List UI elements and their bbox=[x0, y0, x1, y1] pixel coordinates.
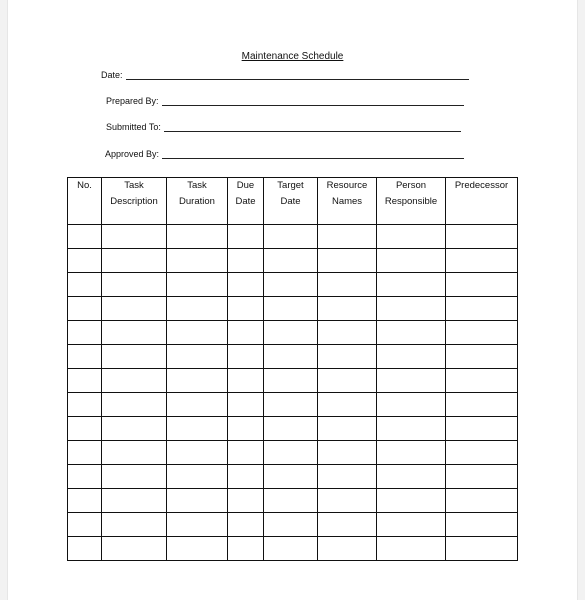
prepared-by-input-line[interactable] bbox=[162, 96, 464, 106]
table-cell[interactable] bbox=[377, 489, 446, 513]
table-cell[interactable] bbox=[264, 321, 318, 345]
table-cell[interactable] bbox=[318, 273, 377, 297]
table-cell[interactable] bbox=[102, 225, 167, 249]
table-cell[interactable] bbox=[264, 537, 318, 561]
submitted-to-label: Submitted To: bbox=[106, 122, 161, 132]
table-cell[interactable] bbox=[167, 465, 228, 489]
table-cell[interactable] bbox=[167, 249, 228, 273]
table-row bbox=[68, 249, 518, 273]
prepared-by-label: Prepared By: bbox=[106, 96, 159, 106]
table-cell[interactable] bbox=[167, 345, 228, 369]
table-row bbox=[68, 225, 518, 249]
table-cell[interactable] bbox=[318, 489, 377, 513]
table-cell[interactable] bbox=[228, 297, 264, 321]
table-cell[interactable] bbox=[318, 297, 377, 321]
table-cell[interactable] bbox=[318, 393, 377, 417]
table-cell[interactable] bbox=[102, 417, 167, 441]
date-input-line[interactable] bbox=[126, 70, 469, 80]
table-cell[interactable] bbox=[167, 537, 228, 561]
table-cell[interactable] bbox=[264, 369, 318, 393]
table-cell[interactable] bbox=[68, 465, 102, 489]
table-cell[interactable] bbox=[68, 417, 102, 441]
table-cell[interactable] bbox=[264, 345, 318, 369]
table-row bbox=[68, 537, 518, 561]
table-cell[interactable] bbox=[68, 513, 102, 537]
table-cell[interactable] bbox=[102, 345, 167, 369]
page-title: Maintenance Schedule bbox=[241, 51, 344, 62]
table-cell[interactable] bbox=[68, 225, 102, 249]
schedule-table bbox=[67, 177, 518, 561]
table-cell[interactable] bbox=[167, 369, 228, 393]
table-cell[interactable] bbox=[167, 417, 228, 441]
table-cell[interactable] bbox=[377, 393, 446, 417]
table-cell[interactable] bbox=[228, 441, 264, 465]
table-cell[interactable] bbox=[377, 249, 446, 273]
table-cell[interactable] bbox=[167, 273, 228, 297]
table-cell[interactable] bbox=[68, 393, 102, 417]
table-cell[interactable] bbox=[264, 249, 318, 273]
header-task-description: Task Description bbox=[102, 178, 167, 225]
table-cell[interactable] bbox=[446, 441, 518, 465]
table-cell[interactable] bbox=[228, 345, 264, 369]
table-cell[interactable] bbox=[68, 369, 102, 393]
table-cell[interactable] bbox=[377, 321, 446, 345]
header-task-duration: Task Duration bbox=[167, 178, 228, 225]
table-cell[interactable] bbox=[228, 369, 264, 393]
table-cell[interactable] bbox=[264, 393, 318, 417]
table-cell[interactable] bbox=[446, 225, 518, 249]
table-row bbox=[68, 393, 518, 417]
header-due-date: Due Date bbox=[228, 178, 264, 225]
table-cell[interactable] bbox=[167, 513, 228, 537]
table-cell[interactable] bbox=[446, 537, 518, 561]
table-cell[interactable] bbox=[377, 465, 446, 489]
table-row bbox=[68, 369, 518, 393]
table-cell[interactable] bbox=[446, 465, 518, 489]
table-cell[interactable] bbox=[102, 297, 167, 321]
table-cell[interactable] bbox=[102, 537, 167, 561]
table-cell[interactable] bbox=[318, 345, 377, 369]
table-cell[interactable] bbox=[377, 537, 446, 561]
date-field bbox=[101, 70, 469, 80]
table-cell[interactable] bbox=[68, 273, 102, 297]
table-cell[interactable] bbox=[318, 225, 377, 249]
table-cell[interactable] bbox=[102, 513, 167, 537]
table-cell[interactable] bbox=[446, 513, 518, 537]
table-cell[interactable] bbox=[102, 249, 167, 273]
table-cell[interactable] bbox=[102, 441, 167, 465]
table-row bbox=[68, 345, 518, 369]
table-row bbox=[68, 417, 518, 441]
date-label: Date: bbox=[101, 70, 123, 80]
approved-by-field bbox=[105, 149, 464, 159]
table-cell[interactable] bbox=[228, 513, 264, 537]
submitted-to-field bbox=[106, 122, 461, 132]
table-row bbox=[68, 441, 518, 465]
table-row bbox=[68, 465, 518, 489]
header-predecessor: Predecessor bbox=[446, 178, 518, 225]
table-cell[interactable] bbox=[318, 537, 377, 561]
table-cell[interactable] bbox=[167, 441, 228, 465]
table-cell[interactable] bbox=[318, 441, 377, 465]
table-cell[interactable] bbox=[68, 321, 102, 345]
table-cell[interactable] bbox=[102, 489, 167, 513]
table-body bbox=[68, 225, 518, 561]
table-cell[interactable] bbox=[68, 345, 102, 369]
table-cell[interactable] bbox=[377, 441, 446, 465]
header-resource-names: Resource Names bbox=[318, 178, 377, 225]
table-cell[interactable] bbox=[68, 489, 102, 513]
table-cell[interactable] bbox=[264, 441, 318, 465]
table-cell[interactable] bbox=[377, 273, 446, 297]
table-cell[interactable] bbox=[264, 225, 318, 249]
table-cell[interactable] bbox=[446, 489, 518, 513]
table-cell[interactable] bbox=[228, 393, 264, 417]
table-cell[interactable] bbox=[228, 321, 264, 345]
table-cell[interactable] bbox=[446, 249, 518, 273]
table-cell[interactable] bbox=[102, 273, 167, 297]
table-cell[interactable] bbox=[264, 513, 318, 537]
table-cell[interactable] bbox=[318, 249, 377, 273]
table-cell[interactable] bbox=[102, 369, 167, 393]
table-header-row bbox=[68, 178, 518, 225]
table-cell[interactable] bbox=[167, 297, 228, 321]
table-cell[interactable] bbox=[446, 369, 518, 393]
table-cell[interactable] bbox=[264, 489, 318, 513]
table-cell[interactable] bbox=[228, 417, 264, 441]
table-cell[interactable] bbox=[377, 369, 446, 393]
table-cell[interactable] bbox=[446, 393, 518, 417]
table-cell[interactable] bbox=[446, 417, 518, 441]
table-cell[interactable] bbox=[228, 537, 264, 561]
table-row bbox=[68, 273, 518, 297]
table-cell[interactable] bbox=[264, 297, 318, 321]
table-cell[interactable] bbox=[102, 393, 167, 417]
table-cell[interactable] bbox=[446, 321, 518, 345]
table-cell[interactable] bbox=[68, 249, 102, 273]
header-target-date: Target Date bbox=[264, 178, 318, 225]
table-cell[interactable] bbox=[446, 345, 518, 369]
table-cell[interactable] bbox=[264, 417, 318, 441]
header-no: No. bbox=[68, 178, 102, 225]
table-cell[interactable] bbox=[446, 273, 518, 297]
table-cell[interactable] bbox=[68, 297, 102, 321]
table-cell[interactable] bbox=[228, 465, 264, 489]
table-cell[interactable] bbox=[167, 489, 228, 513]
table-cell[interactable] bbox=[318, 417, 377, 441]
table-cell[interactable] bbox=[228, 225, 264, 249]
table-cell[interactable] bbox=[377, 417, 446, 441]
submitted-to-input-line[interactable] bbox=[164, 122, 461, 132]
table-cell[interactable] bbox=[167, 393, 228, 417]
table-cell[interactable] bbox=[68, 537, 102, 561]
table-cell[interactable] bbox=[377, 297, 446, 321]
table-cell[interactable] bbox=[377, 345, 446, 369]
table-cell[interactable] bbox=[377, 513, 446, 537]
table-row bbox=[68, 297, 518, 321]
table-cell[interactable] bbox=[228, 273, 264, 297]
table-cell[interactable] bbox=[102, 465, 167, 489]
table-row bbox=[68, 513, 518, 537]
table-cell[interactable] bbox=[228, 489, 264, 513]
table-row bbox=[68, 321, 518, 345]
header-person-responsible: Person Responsible bbox=[377, 178, 446, 225]
table-cell[interactable] bbox=[167, 225, 228, 249]
document-page bbox=[8, 0, 577, 600]
table-cell[interactable] bbox=[228, 249, 264, 273]
table-cell[interactable] bbox=[318, 369, 377, 393]
approved-by-input-line[interactable] bbox=[162, 149, 464, 159]
table-cell[interactable] bbox=[318, 465, 377, 489]
table-cell[interactable] bbox=[446, 297, 518, 321]
table-cell[interactable] bbox=[318, 513, 377, 537]
table-cell[interactable] bbox=[102, 321, 167, 345]
table-cell[interactable] bbox=[264, 465, 318, 489]
table-cell[interactable] bbox=[318, 321, 377, 345]
table-cell[interactable] bbox=[167, 321, 228, 345]
table-row bbox=[68, 489, 518, 513]
table-cell[interactable] bbox=[377, 225, 446, 249]
prepared-by-field bbox=[106, 96, 464, 106]
approved-by-label: Approved By: bbox=[105, 149, 160, 159]
table-cell[interactable] bbox=[264, 273, 318, 297]
table-cell[interactable] bbox=[68, 441, 102, 465]
